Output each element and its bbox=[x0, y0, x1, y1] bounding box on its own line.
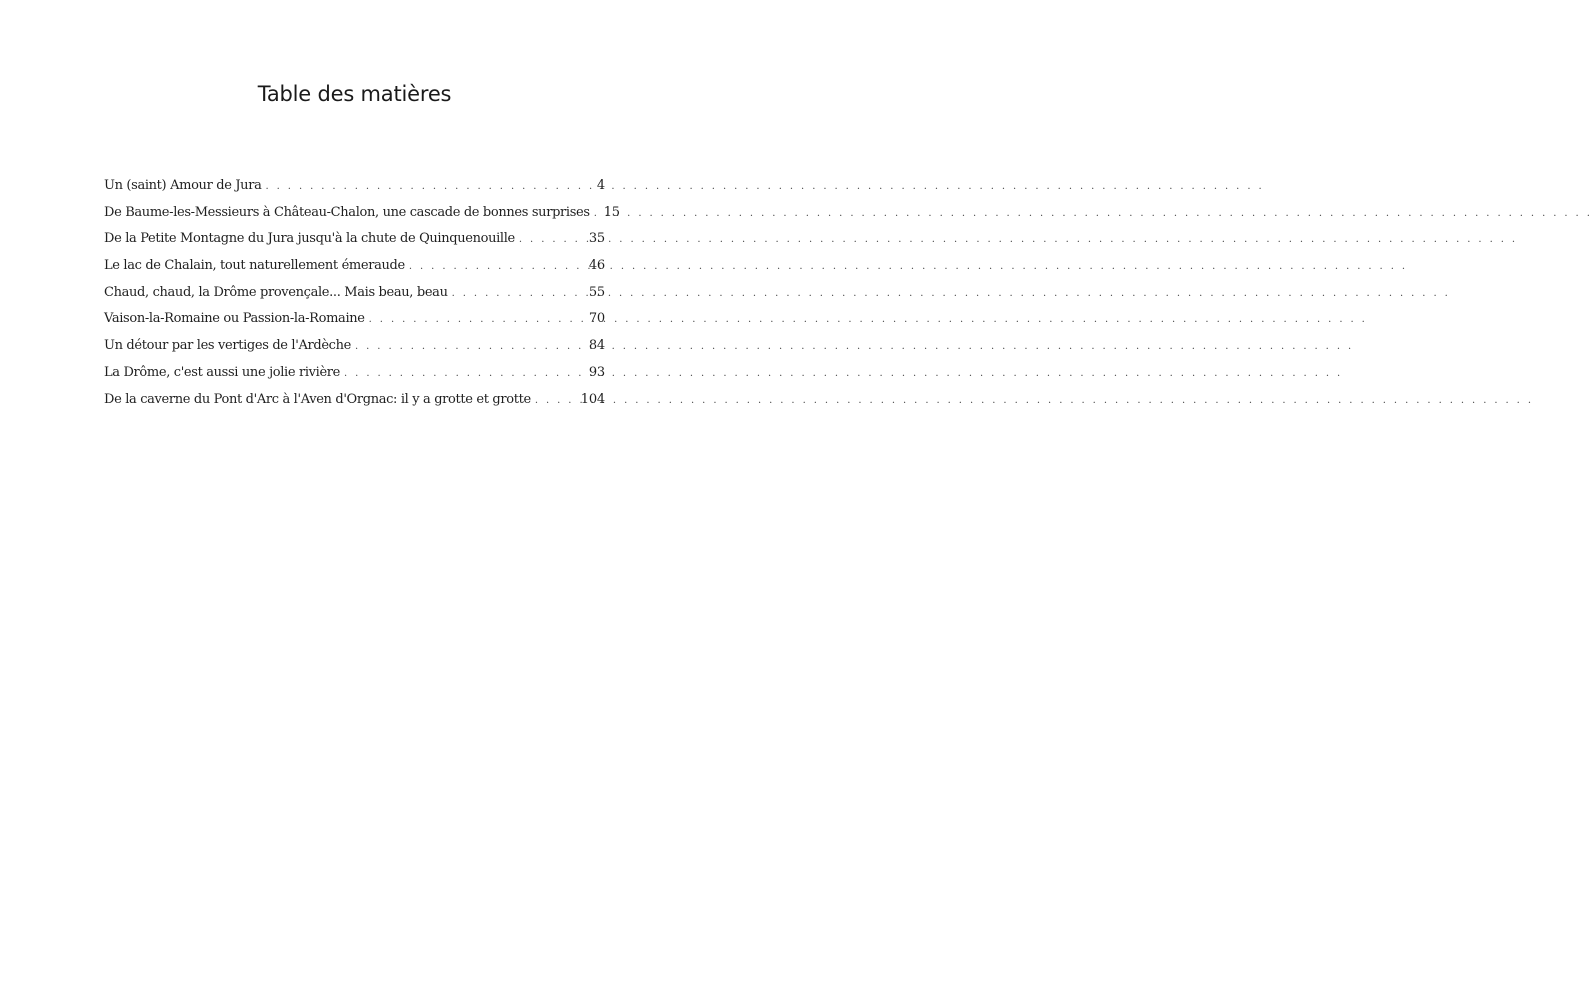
toc-entry-page: 93 bbox=[588, 364, 605, 380]
toc-entry-title: La Drôme, c'est aussi une jolie rivière bbox=[104, 364, 340, 380]
toc-entry-page: 35 bbox=[588, 231, 605, 247]
toc-entry[interactable] bbox=[104, 306, 605, 333]
toc-entry-title: Un (saint) Amour de Jura bbox=[104, 178, 262, 193]
toc-entry-title: De la Petite Montagne du Jura jusqu'à la chute de Quinquenouille bbox=[104, 231, 515, 247]
dot-leader bbox=[340, 361, 589, 388]
toc-entry-title: De Baume-les-Messieurs à Château-Chalon, une cascade de bonnes surprises bbox=[104, 204, 590, 220]
toc-entry-title: Vaison-la-Romaine ou Passion-la-Romaine bbox=[104, 311, 365, 327]
toc-entry-title: Le lac de Chalain, tout naturellement émeraude bbox=[104, 258, 405, 274]
toc-entry[interactable] bbox=[104, 200, 620, 227]
toc-entry[interactable] bbox=[104, 173, 605, 200]
toc-entry[interactable] bbox=[104, 280, 605, 307]
toc-entry-page: 104 bbox=[580, 391, 605, 407]
dot-leader bbox=[531, 388, 581, 415]
toc-entry[interactable] bbox=[104, 333, 605, 360]
dot-leader bbox=[448, 281, 589, 308]
dot-leader bbox=[590, 201, 604, 228]
toc-entry-title: Chaud, chaud, la Drôme provençale... Mais beau, beau bbox=[104, 284, 448, 300]
toc-entry[interactable] bbox=[104, 387, 605, 414]
toc-entry-page: 15 bbox=[603, 204, 620, 220]
toc-entry[interactable] bbox=[104, 226, 605, 253]
toc-entry[interactable] bbox=[104, 253, 605, 280]
toc-entry-page: 4 bbox=[596, 178, 605, 193]
toc-entry-title: De la caverne du Pont d'Arc à l'Aven d'Orgnac: il y a grotte et grotte bbox=[104, 391, 531, 407]
toc-entry[interactable] bbox=[104, 360, 605, 387]
document-page bbox=[0, 0, 709, 992]
toc-entry-page: 46 bbox=[588, 258, 605, 274]
page-title: Table des matières bbox=[257, 82, 452, 106]
toc-entry-title: Un détour par les vertiges de l'Ardèche bbox=[104, 338, 351, 354]
toc-entry-page: 55 bbox=[588, 284, 605, 300]
dot-leader bbox=[351, 334, 589, 361]
dot-leader bbox=[405, 254, 589, 281]
dot-leader bbox=[261, 174, 596, 201]
toc-entry-page: 70 bbox=[588, 311, 605, 327]
toc-entry-page: 84 bbox=[588, 338, 605, 354]
dot-leader bbox=[365, 307, 589, 334]
table-of-contents bbox=[104, 173, 620, 413]
dot-leader bbox=[515, 227, 589, 254]
